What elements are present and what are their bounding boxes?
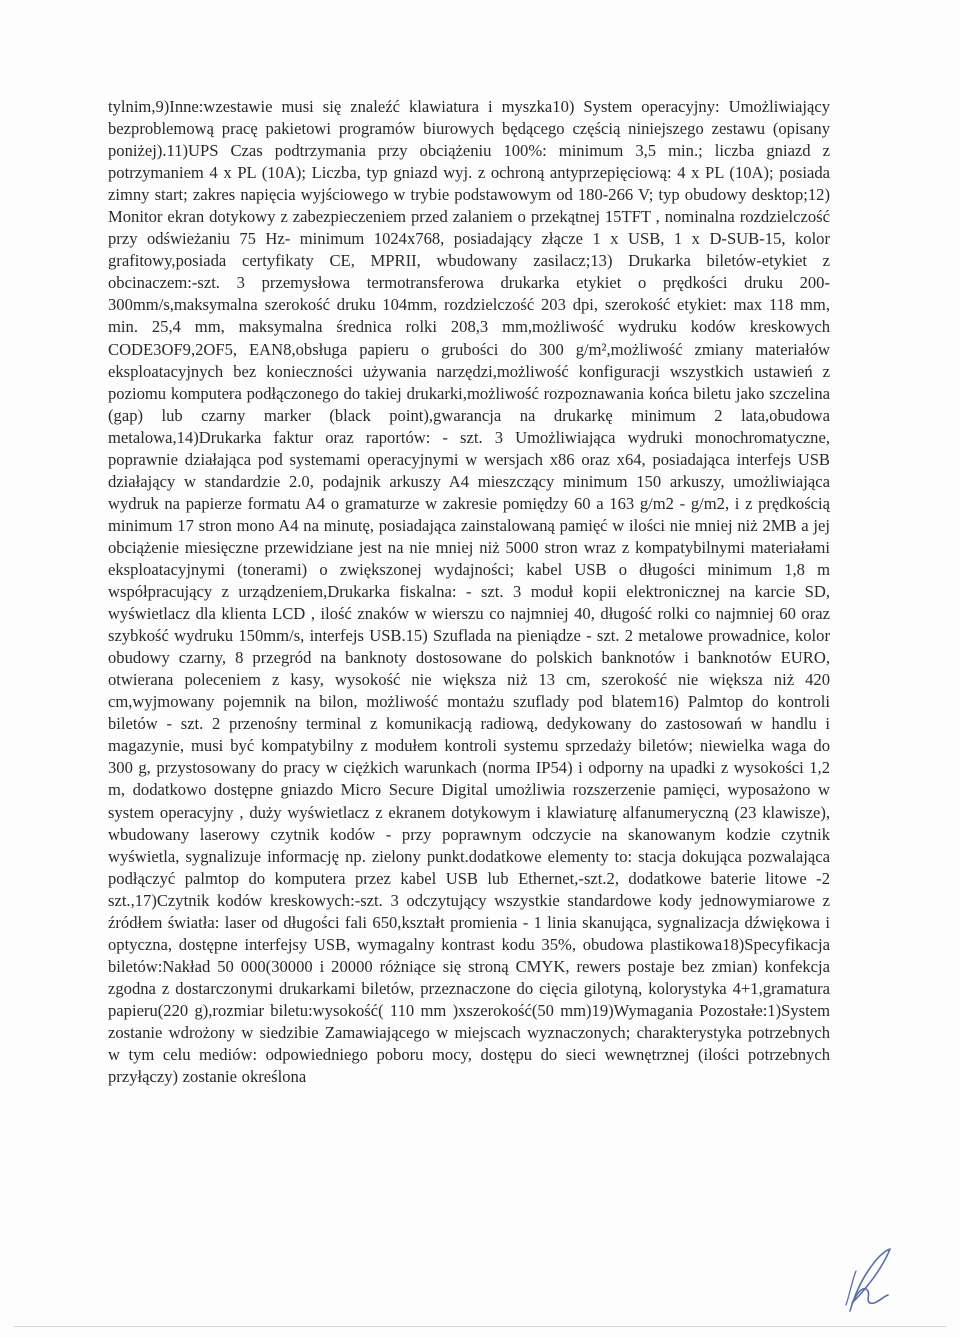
scan-edge-line — [14, 1326, 946, 1327]
handwritten-initials-icon — [838, 1245, 906, 1315]
document-body-text: tylnim,9)Inne:wzestawie musi się znaleźć klawiatura i myszka10) System operacyjny: Umożliwiający bezproblemową pracę pakietowi programów biurowych będącego częścią niniejszego zestawu (opisany poniżej).11)UPS Czas podtrzymania przy obciążeniu 100%: minimum 3,5 min.; liczba gniazd z potrzymaniem 4 x PL (10A); Liczba, typ gniazd wyj. z ochroną antyprzepięciową: 4 x PL (10A); posiada zimny start; zakres napięcia wyjściowego w trybie podstawowym od 180-266 V; typ obudowy desktop;12) Monitor ekran dotykowy z zabezpieczeniem przed zalaniem o przekątnej 15TFT , nominalna rozdzielczość przy odświeżaniu 75 Hz- minimum 1024x768, posiadający złącze 1 x USB, 1 x D-SUB-15, kolor grafitowy,posiada certyfikaty CE, MPRII, wbudowany zasilacz;13) Drukarka biletów-etykiet z obcinaczem:-szt. 3 przemysłowa termotransferowa drukarka etykiet o prędkości druku 200-300mm/s,maksymalna szerokość druku 104mm, rozdzielczość 203 dpi, szerokość etykiet: max 118 mm, min. 25,4 mm, maksymalna średnica rolki 208,3 mm,możliwość wydruku kodów kreskowych CODE3OF9,2OF5, EAN8,obsługa papieru o grubości do 300 g/m²,możliwość zmiany materiałów eksploatacyjnych bez konieczności używania narzędzi,możliwość konfiguracji wszystkich ustawień z poziomu komputera podłączonego do takiej drukarki,możliwość rozpoznawania końca biletu jako szczelina (gap) lub czarny marker (black point),gwarancja na drukarkę minimum 2 lata,obudowa metalowa,14)Drukarka faktur oraz raportów: - szt. 3 Umożliwiająca wydruki monochromatyczne, poprawnie działająca pod systemami operacyjnymi w wersjach x86 oraz x64, posiadająca interfejs USB działający w standardzie 2.0, podajnik arkuszy A4 mieszczący minimum 150 arkuszy, umożliwiająca wydruk na papierze formatu A4 o gramaturze w zakresie pomiędzy 60 a 163 g/m2 - g/m2, i z prędkością minimum 17 stron mono A4 na minutę, posiadająca zainstalowaną pamięć w ilości nie mniej niż 2MB a jej obciążenie miesięczne przewidziane jest na nie mniej niż 5000 stron wraz z kompatybilnymi materiałami eksploatacyjnymi (tonerami) o zwiększonej wydajności; kabel USB o długości minimum 1,8 m współpracujący z urządzeniem,Drukarka fiskalna: - szt. 3 moduł kopii elektronicznej na karcie SD, wyświetlacz dla klienta LCD , ilość znaków w wierszu co najmniej 40, długość rolki co najmniej 60 oraz szybkość wydruku 150mm/s, interfejs USB.15) Szuflada na pieniądze - szt. 2 metalowe prowadnice, kolor obudowy czarny, 8 przegród na banknoty dostosowane do polskich banknotów i banknotów EURO, otwierana poleceniem z kasy, wysokość nie większa niż 13 cm, szerokość nie większa niż 420 cm,wyjmowany pojemnik na bilon, możliwość montażu szuflady pod blatem16) Palmtop do kontroli biletów - szt. 2 przenośny terminal z komunikacją radiową, dedykowany do zastosowań w handlu i magazynie, musi być kompatybilny z modułem kontroli systemu sprzedaży biletów; niewielka waga do 300 g, przystosowany do pracy w ciężkich warunkach (norma IP54) i odporny na upadki z wysokości 1,2 m, dodatkowo dostępne gniazdo Micro Secure Digital umożliwia rozszerzenie pamięci, wyposażono w system operacyjny , duży wyświetlacz z ekranem dotykowym i klawiaturę alfanumeryczną (23 klawisze), wbudowany laserowy czytnik kodów - przy poprawnym odczycie na skanowanym kodzie czytnik wyświetla, sygnalizuje informację np. zielony punkt.dodatkowe elementy to: stacja dokująca pozwalająca podłączyć palmtop do komputera przez kabel USB lub Ethernet,-szt.2, dodatkowe baterie litowe -2 szt.,17)Czytnik kodów kreskowych:-szt. 3 odczytujący wszystkie standardowe kody jednowymiarowe z źródłem światła: laser od długości fali 650,kształt promienia - 1 linia skanująca, sygnalizacja dźwiękowa i optyczna, dostępne interfejsy USB, wymagalny kontrast kodu 35%, obudowa plastikowa18)Specyfikacja biletów:Nakład 50 000(30000 i 20000 różniące się stroną CMYK, rewers postaje bez zmian) konfekcja zgodna z dostarczonymi drukarkami biletów, przeznaczone do cięcia gilotyną, kolorystyka 4+1,gramatura papieru(220 g),rozmiar biletu:wysokość( 110 mm )xszerokość(50 mm)19)Wymagania Pozostałe:1)System zostanie wdrożony w siedzibie Zamawiającego w miejscach wyznaczonych; charakterystyka potrzebnych w tym celu mediów: odpowiedniego poboru mocy, dostępu do sieci wewnętrznej (ilości potrzebnych przyłączy) zostanie określona — [108, 97, 830, 1087]
